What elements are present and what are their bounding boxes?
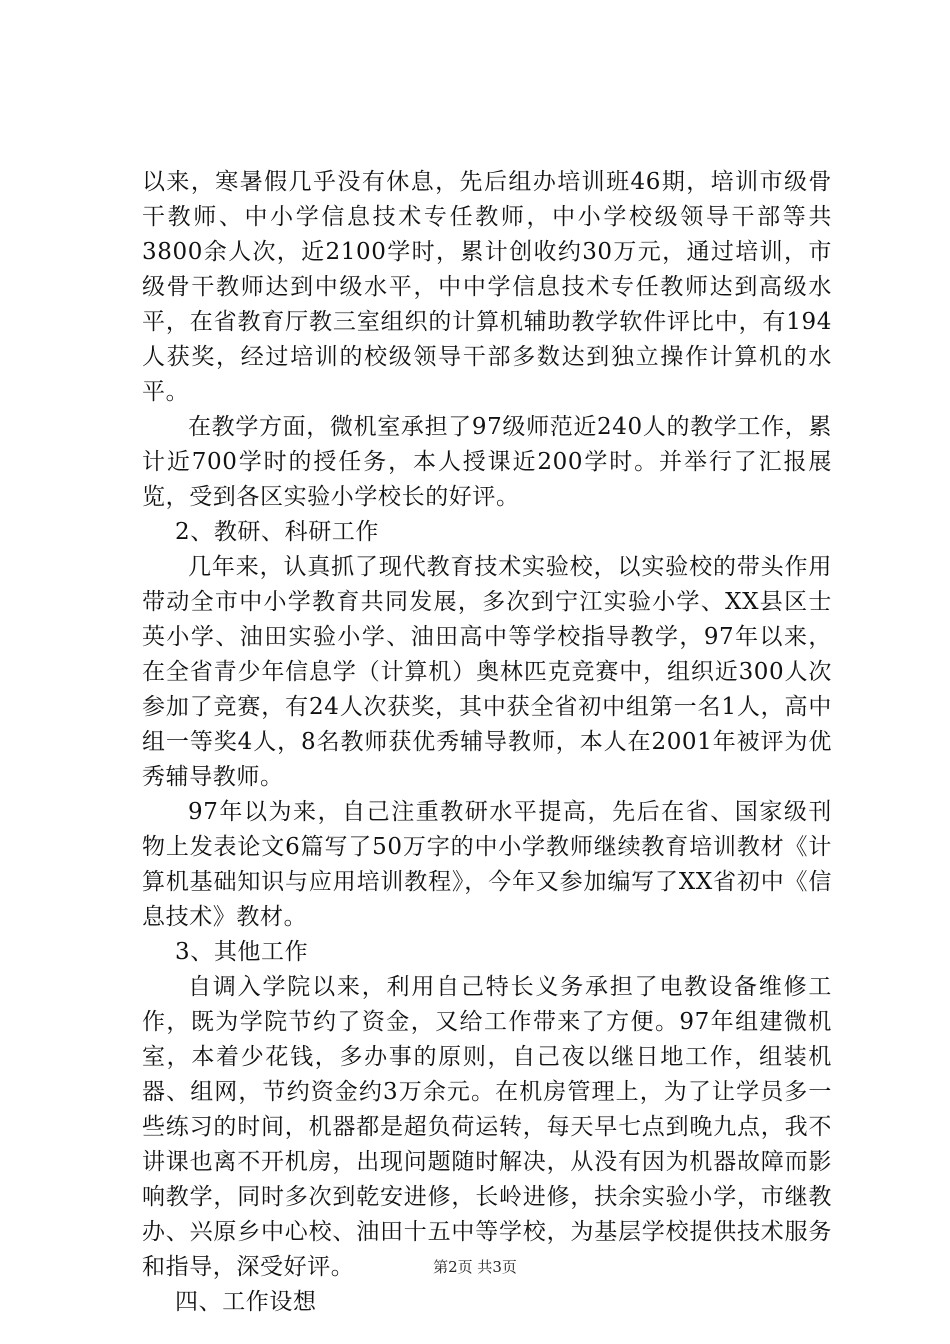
paragraph-teaching: 在教学方面，微机室承担了97级师范近240人的教学工作，累计近700学时的授任务，本人授课近200学时。并举行了汇报展览，受到各区实验小学校长的好评。 (142, 414, 832, 510)
section-heading-work-plan: 四、工作设想 (175, 1289, 317, 1315)
paragraph-experimental-schools: 几年来，认真抓了现代教育技术实验校，以实验校的带头作用带动全市中小学教育共同发展，多次到宁江实验小学、XX县区士英小学、油田实验小学、油田高中等学校指导教学，97年以来，在全省青少年信息学（计算机）奥林匹克竞赛中，组织近300人次参加了竞赛，有24人次获奖，其中获全省初中组第一名1人，高中组一等奖4人，8名教师获优秀辅导教师，本人在2001年被评为优秀辅导教师。 (142, 554, 832, 790)
paragraph-maintenance: 自调入学院以来，利用自己特长义务承担了电教设备维修工作，既为学院节约了资金，又给工作带来了方便。97年组建微机室，本着少花钱，多办事的原则，自己夜以继日地工作，组装机器、组网，节约资金约3万余元。在机房管理上，为了让学员多一些练习的时间，机器都是超负荷运转，每天早七点到晚九点，我不讲课也离不开机房，出现问题随时解决，从没有因为机器故障而影响教学，同时多次到乾安进修，长岭进修，扶余实验小学，市继教办、兴原乡中心校、油田十五中等学校，为基层学校提供技术服务和指导，深受好评。 (142, 974, 832, 1280)
section-heading-research: 2、教研、科研工作 (175, 519, 380, 545)
page-footer: 第2页 共3页 (433, 1258, 517, 1276)
paragraph-continuation: 以来，寒暑假几乎没有休息，先后组办培训班46期，培训市级骨干教师、中小学信息技术专任教师，中小学校级领导干部等共3800余人次，近2100学时，累计创收约30万元，通过培训，市级骨干教师达到中级水平，中中学信息技术专任教师达到高级水平，在省教育厅教三室组织的计算机辅助教学软件评比中，有194人获奖，经过培训的校级领导干部多数达到独立操作计算机的水平。 (142, 169, 832, 405)
paragraph-publications: 97年以为来，自己注重教研水平提高，先后在省、国家级刊物上发表论文6篇写了50万字的中小学教师继续教育培训教材《计算机基础知识与应用培训教程》，今年又参加编写了XX省初中《信息技术》教材。 (142, 799, 832, 930)
section-heading-other-work: 3、其他工作 (175, 939, 309, 965)
document-body (142, 165, 832, 1320)
